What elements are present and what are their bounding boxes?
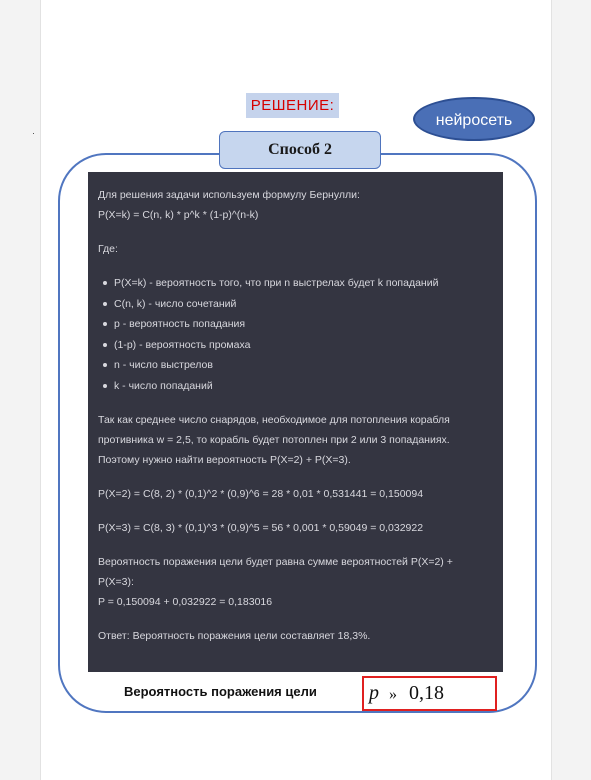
list-item: p - вероятность попадания — [98, 314, 493, 335]
list-item: n - число выстрелов — [98, 355, 493, 376]
sum-line: P = 0,150094 + 0,032922 = 0,183016 — [98, 596, 273, 608]
approx-symbol: » — [389, 686, 397, 703]
final-answer: Ответ: Вероятность поражения цели составляет 18,3%. — [98, 630, 371, 642]
where-label: Где: — [98, 243, 118, 255]
list-item: C(n, k) - число сочетаний — [98, 294, 493, 315]
solution-heading: РЕШЕНИЕ: — [246, 93, 339, 118]
list-item: k - число попаданий — [98, 376, 493, 397]
result-variable: p — [369, 682, 379, 704]
reasoning-line: Поэтому нужно найти вероятность P(X=2) + P(X=3). — [98, 454, 351, 466]
sum-line: Вероятность поражения цели будет равна сумме вероятностей P(X=2) + — [98, 556, 453, 568]
result-value: 0,18 — [409, 682, 444, 704]
chatbot-answer-panel — [88, 172, 503, 672]
list-item: P(X=k) - вероятность того, что при n выстрелах будет k попаданий — [98, 273, 493, 294]
intro-text: Для решения задачи используем формулу Бернулли: — [98, 189, 360, 201]
reasoning-line: Так как среднее число снарядов, необходимое для потопления корабля — [98, 414, 450, 426]
definitions-list — [98, 273, 493, 396]
list-item: (1-p) - вероятность промаха — [98, 335, 493, 356]
calculation-x2: P(X=2) = C(8, 2) * (0,1)^2 * (0,9)^6 = 28 * 0,01 * 0,531441 = 0,150094 — [98, 488, 424, 500]
result-formula — [369, 679, 489, 707]
neural-network-badge: нейросеть — [413, 97, 535, 141]
stray-mark — [33, 133, 34, 134]
result-formula-box — [362, 676, 497, 711]
reasoning-line: противника w = 2,5, то корабль будет потоплен при 2 или 3 попаданиях. — [98, 434, 450, 446]
result-label: Вероятность поражения цели — [124, 684, 317, 699]
bernoulli-formula: P(X=k) = C(n, k) * p^k * (1-p)^(n-k) — [98, 209, 259, 221]
method-label: Способ 2 — [219, 131, 381, 169]
sum-line: P(X=3): — [98, 576, 134, 588]
calculation-x3: P(X=3) = C(8, 3) * (0,1)^3 * (0,9)^5 = 56 * 0,001 * 0,59049 = 0,032922 — [98, 522, 424, 534]
